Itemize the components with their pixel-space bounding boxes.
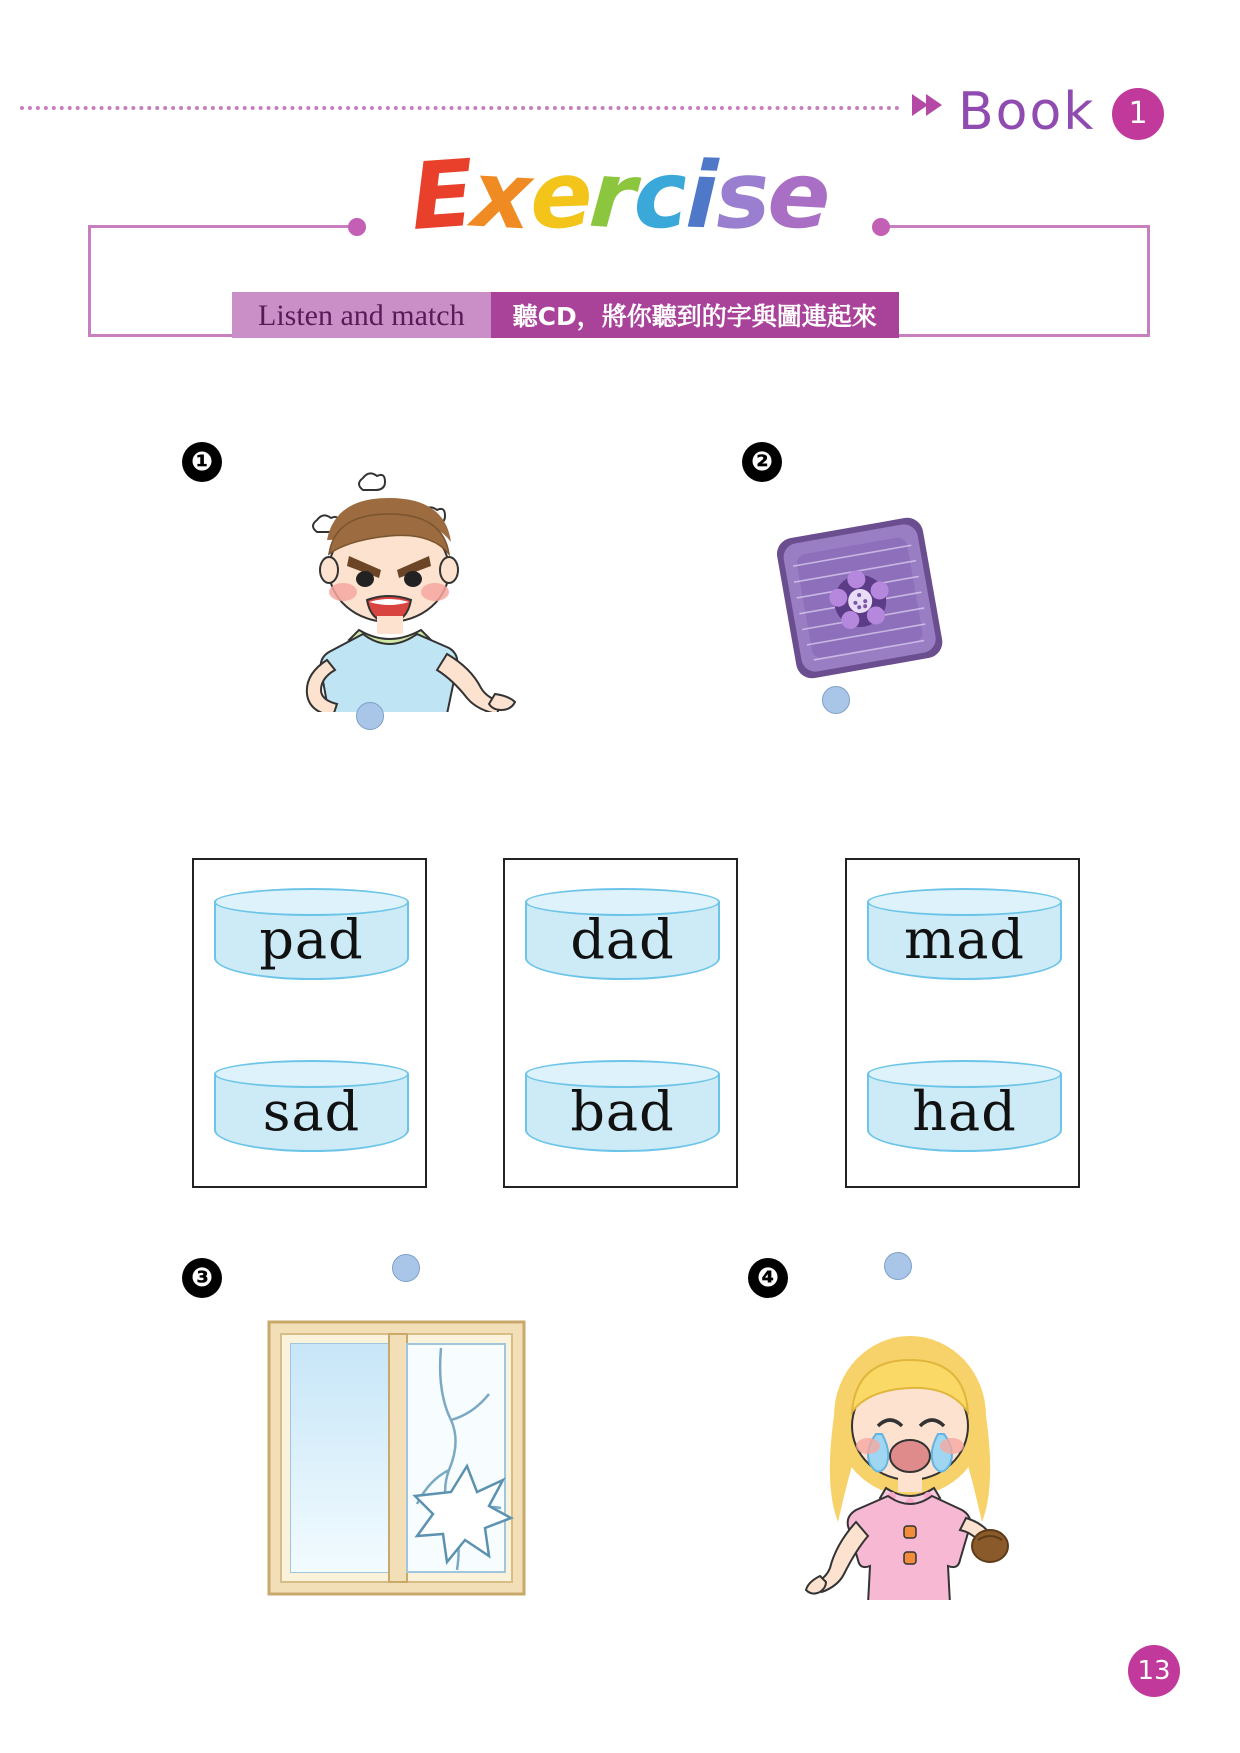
frame-dot-left-icon <box>348 218 366 236</box>
word-cylinder[interactable] <box>214 1060 409 1160</box>
word-box-3[interactable] <box>845 858 1080 1188</box>
broken-window-illustration <box>265 1318 530 1598</box>
title-letter: s <box>712 140 771 251</box>
page-number-badge: 13 <box>1128 1645 1180 1697</box>
instruction-chinese: 聽CD，將你聽到的字與圖連起來 <box>491 292 899 338</box>
item-number-4: ❹ <box>748 1258 788 1298</box>
book-label: Book <box>958 82 1096 142</box>
crying-girl-illustration <box>790 1330 1040 1600</box>
title-letter: i <box>684 141 718 250</box>
word-label: pad <box>259 908 364 971</box>
word-label: mad <box>904 908 1025 971</box>
word-cylinder[interactable] <box>867 888 1062 988</box>
match-dot-1[interactable] <box>356 702 384 730</box>
instruction-english: Listen and match <box>232 292 491 338</box>
title-letter: c <box>630 140 689 251</box>
word-label: had <box>912 1080 1017 1143</box>
word-label: dad <box>570 908 675 971</box>
match-dot-4[interactable] <box>884 1252 912 1280</box>
instruction-bar <box>232 292 899 338</box>
word-label: bad <box>570 1080 675 1143</box>
word-box-2[interactable] <box>503 858 738 1188</box>
word-box-1[interactable] <box>192 858 427 1188</box>
book-number-badge: 1 <box>1112 88 1164 140</box>
purple-cushion-illustration <box>770 505 950 695</box>
title-letter: x <box>469 140 533 251</box>
match-dot-3[interactable] <box>392 1254 420 1282</box>
word-cylinder[interactable] <box>214 888 409 988</box>
frame-dot-right-icon <box>872 218 890 236</box>
angry-boy-illustration <box>255 462 525 712</box>
title-letter: e <box>765 140 832 251</box>
item-number-3: ❸ <box>182 1258 222 1298</box>
title-letter: E <box>407 140 476 251</box>
title-letter: e <box>527 140 592 251</box>
page-header <box>0 60 1240 140</box>
word-label: sad <box>262 1080 361 1143</box>
match-dot-2[interactable] <box>822 686 850 714</box>
word-cylinder[interactable] <box>867 1060 1062 1160</box>
item-number-2: ❷ <box>742 442 782 482</box>
item-number-1: ❶ <box>182 442 222 482</box>
word-cylinder[interactable] <box>525 888 720 988</box>
title-letter: r <box>586 140 638 251</box>
word-cylinder[interactable] <box>525 1060 720 1160</box>
dotted-divider <box>20 106 900 110</box>
